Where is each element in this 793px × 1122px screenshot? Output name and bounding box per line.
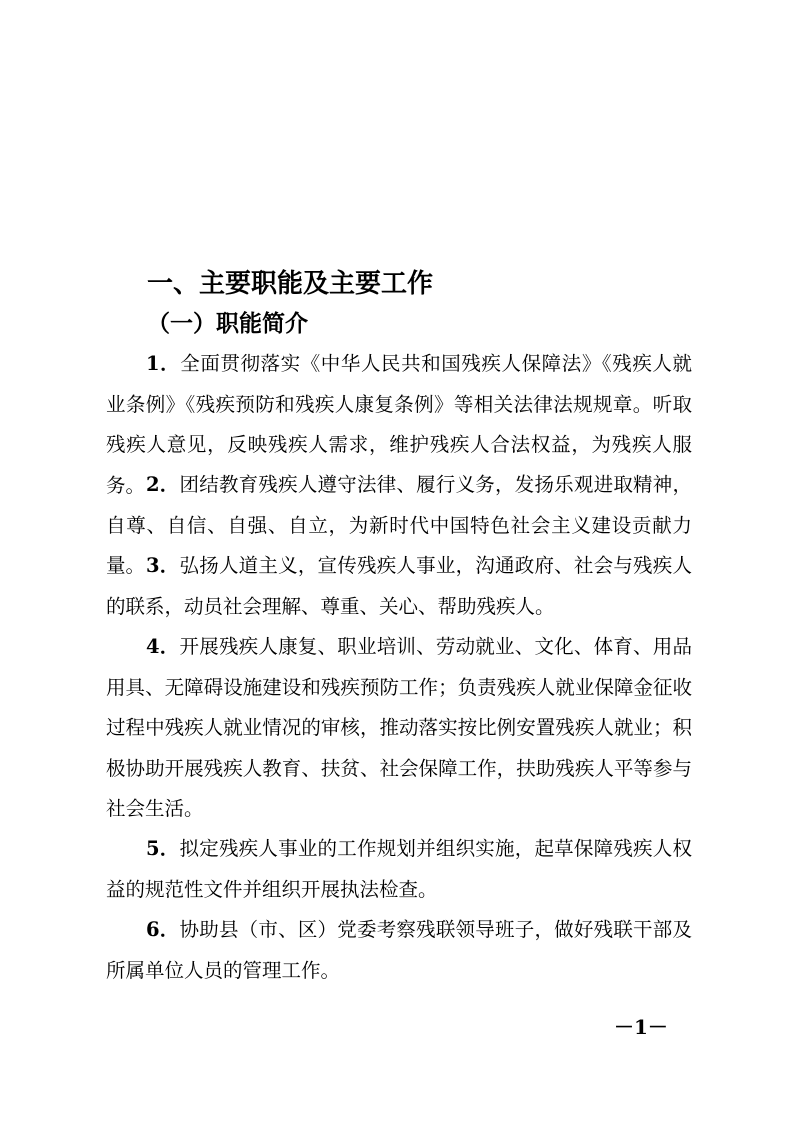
page-number: －1－ <box>614 1015 668 1039</box>
section-heading: 一、主要职能及主要工作 <box>147 269 434 299</box>
paragraph-text: 弘扬人道主义，宣传残疾人事业，沟通政府、社会与残疾人的联系，动员社会理解、尊重、关心、帮助残疾人。 <box>106 554 692 618</box>
paragraph-text: 全面贯彻落实《中华人民共和国残疾人保障法》《残疾人就业条例》《残疾预防和残疾人康复条例》等相关法律法规规章。听取残疾人意见，反映残疾人需求，维护残疾人合法权益，为残疾人服务。 <box>106 352 692 497</box>
paragraph-text: 开展残疾人康复、职业培训、劳动就业、文化、体育、用品用具、无障碍设施建设和残疾预防工作；负责残疾人就业保障金征收过程中残疾人就业情况的审核，推动落实按比例安置残疾人就业；积极协助开展残疾人教育、扶贫、社会保障工作，扶助残疾人平等参与社会生活。 <box>106 635 692 820</box>
paragraph-number: 2． <box>146 473 180 496</box>
paragraph-5 <box>106 829 692 910</box>
paragraph-number: 5． <box>146 837 180 860</box>
paragraph-4 <box>106 627 692 830</box>
subsection-heading: （一）职能简介 <box>147 311 308 337</box>
paragraph-text: 拟定残疾人事业的工作规划并组织实施，起草保障残疾人权益的规范性文件并组织开展执法检查。 <box>106 837 692 901</box>
paragraph-text: 协助县（市、区）党委考察残联领导班子，做好残联干部及所属单位人员的管理工作。 <box>106 918 692 982</box>
paragraph-6 <box>106 910 692 991</box>
paragraph-number: 6． <box>146 918 180 941</box>
paragraph-number: 4． <box>146 635 180 658</box>
paragraph-number: 3． <box>146 554 180 577</box>
paragraph-text: 团结教育残疾人遵守法律、履行义务，发扬乐观进取精神，自尊、自信、自强、自立，为新时代中国特色社会主义建设贡献力量。 <box>106 473 692 577</box>
paragraph-3 <box>106 546 692 627</box>
paragraph-number: 1． <box>146 352 181 375</box>
